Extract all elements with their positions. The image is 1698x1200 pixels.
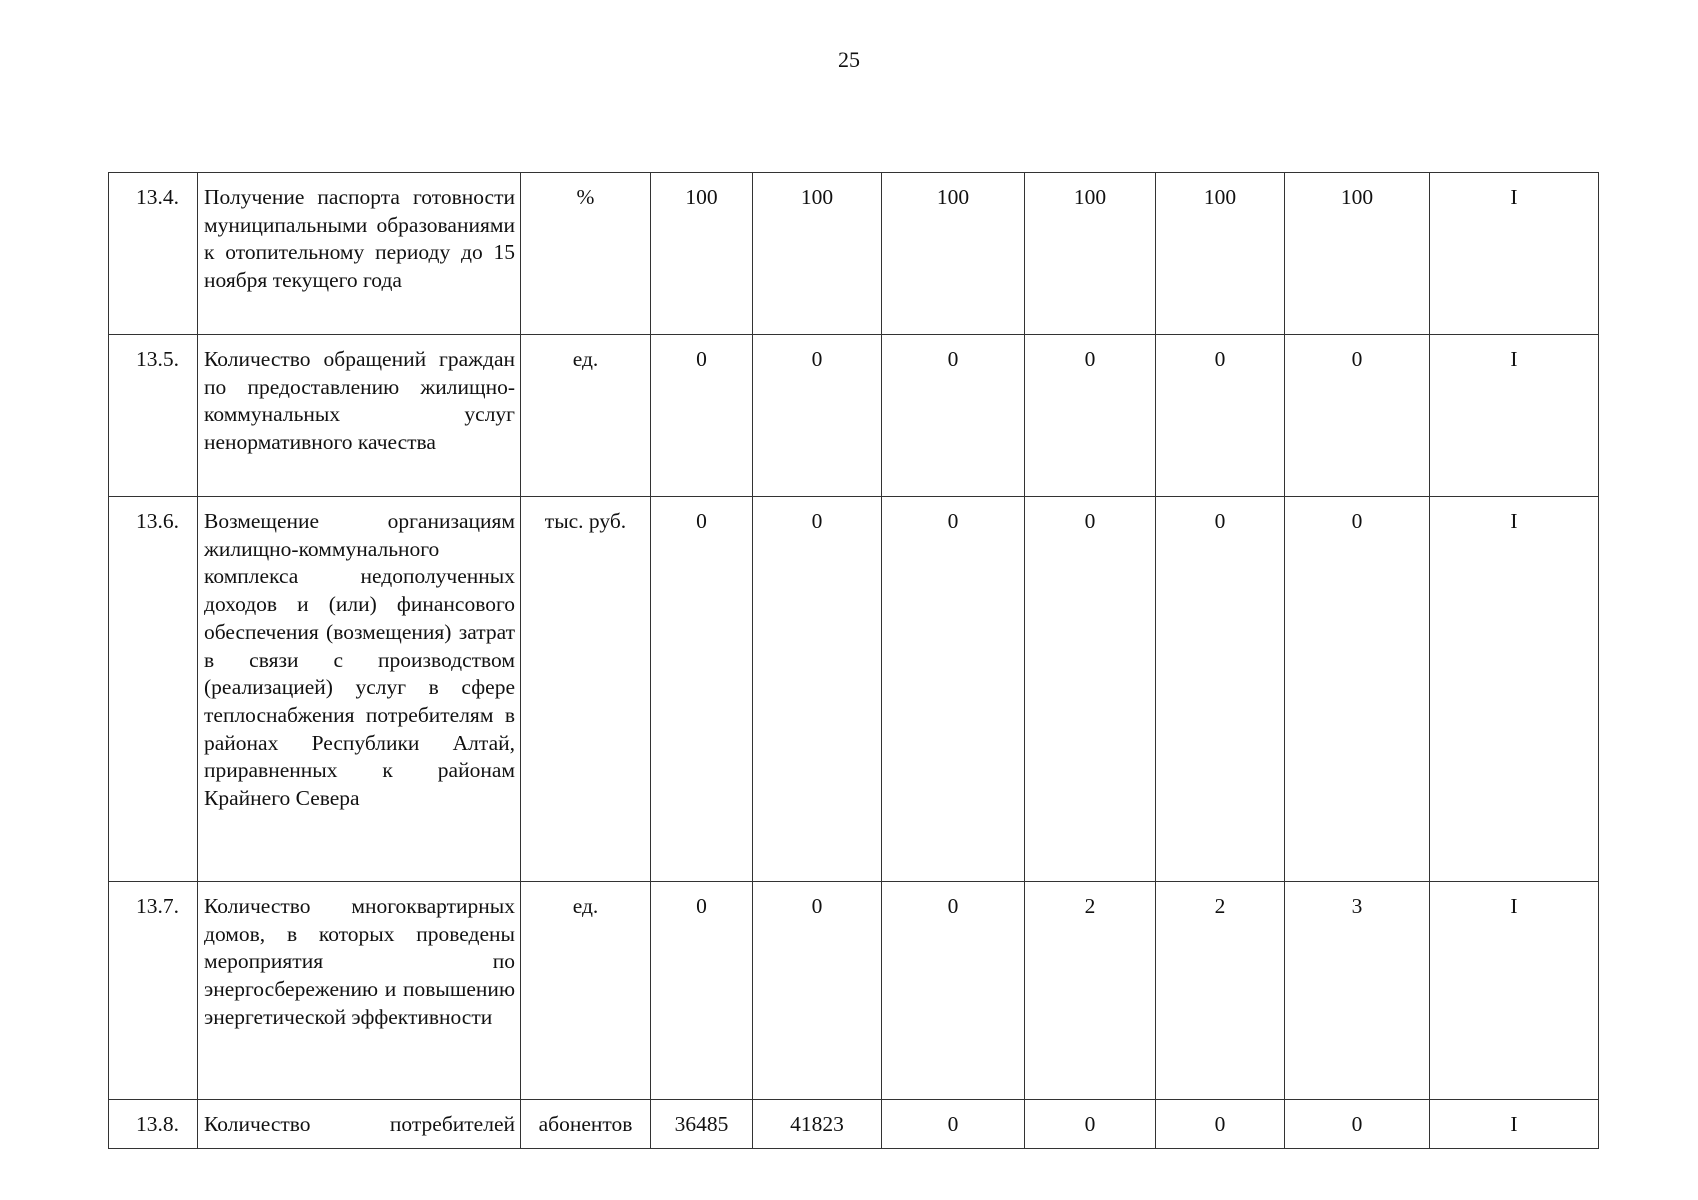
value-cell: 0 <box>651 497 753 882</box>
value-cell: 0 <box>882 882 1025 1100</box>
row-number: 13.8. <box>109 1100 198 1149</box>
unit-cell: ед. <box>521 335 651 497</box>
value-cell: 100 <box>651 173 753 335</box>
indicator-name: Возмещение организациям жилищно-коммунального комплекса недополученных доходов и (или) финансового обеспечения (возмещения) затрат в связи с производством (реализацией) услуг в сфере теплоснабжения потребителям в районах Республики Алтай, приравненных к районам Крайнего Севера <box>198 497 521 882</box>
indicator-name: Количество потребителей <box>198 1100 521 1149</box>
value-cell: 0 <box>882 1100 1025 1149</box>
value-cell: 100 <box>1025 173 1156 335</box>
indicator-name: Количество многоквартирных домов, в которых проведены мероприятия по энергосбережению и повышению энергетической эффективности <box>198 882 521 1100</box>
value-cell: 0 <box>1156 497 1285 882</box>
row-number: 13.5. <box>109 335 198 497</box>
value-cell: 0 <box>1025 335 1156 497</box>
value-cell: 2 <box>1156 882 1285 1100</box>
category-cell: I <box>1430 335 1599 497</box>
row-number: 13.7. <box>109 882 198 1100</box>
category-cell: I <box>1430 1100 1599 1149</box>
table-row <box>109 173 1599 335</box>
unit-cell: % <box>521 173 651 335</box>
table-row <box>109 882 1599 1100</box>
value-cell: 0 <box>753 335 882 497</box>
value-cell: 0 <box>753 497 882 882</box>
value-cell: 0 <box>882 497 1025 882</box>
value-cell: 0 <box>1285 335 1430 497</box>
value-cell: 100 <box>1285 173 1430 335</box>
value-cell: 0 <box>1025 1100 1156 1149</box>
value-cell: 2 <box>1025 882 1156 1100</box>
page-number: 25 <box>838 47 860 72</box>
indicator-name: Количество обращений граждан по предоставлению жилищно-коммунальных услуг ненормативного качества <box>198 335 521 497</box>
unit-cell: ед. <box>521 882 651 1100</box>
value-cell: 0 <box>1285 497 1430 882</box>
value-cell: 0 <box>651 335 753 497</box>
table-row <box>109 335 1599 497</box>
value-cell: 41823 <box>753 1100 882 1149</box>
unit-cell: тыс. руб. <box>521 497 651 882</box>
value-cell: 0 <box>651 882 753 1100</box>
category-cell: I <box>1430 173 1599 335</box>
value-cell: 0 <box>1285 1100 1430 1149</box>
row-number: 13.4. <box>109 173 198 335</box>
table-row <box>109 497 1599 882</box>
table-row <box>109 1100 1599 1149</box>
value-cell: 3 <box>1285 882 1430 1100</box>
value-cell: 0 <box>1156 335 1285 497</box>
category-cell: I <box>1430 882 1599 1100</box>
unit-cell: абонентов <box>521 1100 651 1149</box>
indicators-table <box>108 172 1599 1149</box>
value-cell: 100 <box>753 173 882 335</box>
category-cell: I <box>1430 497 1599 882</box>
row-number: 13.6. <box>109 497 198 882</box>
value-cell: 0 <box>1025 497 1156 882</box>
value-cell: 100 <box>882 173 1025 335</box>
value-cell: 100 <box>1156 173 1285 335</box>
value-cell: 36485 <box>651 1100 753 1149</box>
value-cell: 0 <box>1156 1100 1285 1149</box>
indicator-name: Получение паспорта готовности муниципальными образованиями к отопительному периоду до 15 ноября текущего года <box>198 173 521 335</box>
value-cell: 0 <box>753 882 882 1100</box>
value-cell: 0 <box>882 335 1025 497</box>
